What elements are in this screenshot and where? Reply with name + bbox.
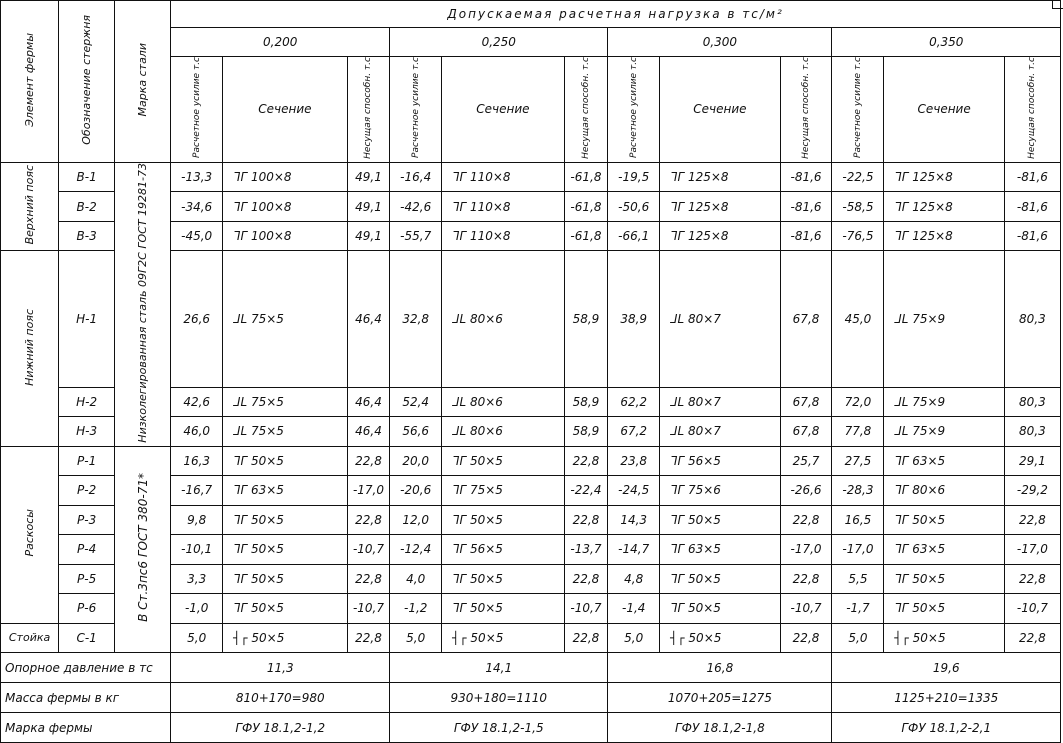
- section-cell: ᒣᒥ 56×5: [442, 535, 565, 565]
- capacity-cell: 46,4: [347, 417, 390, 447]
- section-cell: ᒣᒥ 63×5: [223, 476, 348, 506]
- capacity-cell: 67,8: [780, 387, 832, 417]
- section-cell: ᒧᒪ 75×9: [884, 251, 1004, 387]
- force-cell: 62,2: [608, 387, 660, 417]
- col-force-header: Расчетное усилие т.с: [390, 57, 442, 163]
- capacity-cell: -81,6: [1004, 192, 1060, 222]
- section-cell: ᒣᒥ 50×5: [442, 446, 565, 476]
- col-capacity-header: Несущая способн. т.с: [780, 57, 832, 163]
- section-cell: ᒣᒥ 125×8: [660, 192, 780, 222]
- section-cell: ᒣᒥ 50×5: [442, 594, 565, 624]
- capacity-cell: -10,7: [564, 594, 608, 624]
- force-cell: 52,4: [390, 387, 442, 417]
- capacity-cell: -81,6: [1004, 221, 1060, 251]
- force-cell: 14,3: [608, 505, 660, 535]
- section-cell: ᒣᒥ 100×8: [223, 192, 348, 222]
- section-cell: ᒧᒪ 80×7: [660, 387, 780, 417]
- section-cell: ᒧᒪ 80×6: [442, 387, 565, 417]
- capacity-cell: -26,6: [780, 476, 832, 506]
- section-cell: ᒣᒥ 75×5: [442, 476, 565, 506]
- table-row: [1, 162, 1061, 192]
- footer-label: Опорное давление в тс: [1, 653, 171, 683]
- section-cell: ᒣᒥ 50×5: [884, 594, 1004, 624]
- section-cell: ┤┌ 50×5: [660, 623, 780, 653]
- force-cell: 4,8: [608, 564, 660, 594]
- capacity-cell: 58,9: [564, 417, 608, 447]
- capacity-cell: 22,8: [564, 505, 608, 535]
- force-cell: 4,0: [390, 564, 442, 594]
- capacity-cell: 58,9: [564, 251, 608, 387]
- member-id: Р-2: [59, 476, 115, 506]
- capacity-cell: 22,8: [780, 564, 832, 594]
- load-2: 0,300: [608, 28, 832, 57]
- footer-value: 1070+205=1275: [608, 683, 832, 713]
- capacity-cell: 49,1: [347, 162, 390, 192]
- capacity-cell: 80,3: [1004, 251, 1060, 387]
- section-cell: ᒧᒪ 75×9: [884, 387, 1004, 417]
- force-cell: 42,6: [171, 387, 223, 417]
- footer-row: [1, 683, 1061, 713]
- capacity-cell: 22,8: [1004, 505, 1060, 535]
- capacity-cell: 22,8: [564, 564, 608, 594]
- section-cell: ᒣᒥ 125×8: [660, 221, 780, 251]
- capacity-cell: -81,6: [780, 221, 832, 251]
- force-cell: -1,2: [390, 594, 442, 624]
- force-cell: -24,5: [608, 476, 660, 506]
- capacity-cell: 22,8: [1004, 564, 1060, 594]
- member-id: В-2: [59, 192, 115, 222]
- force-cell: -34,6: [171, 192, 223, 222]
- capacity-cell: -10,7: [347, 535, 390, 565]
- capacity-cell: 67,8: [780, 251, 832, 387]
- load-0: 0,200: [171, 28, 390, 57]
- capacity-cell: 22,8: [347, 623, 390, 653]
- capacity-cell: 29,1: [1004, 446, 1060, 476]
- capacity-cell: 67,8: [780, 417, 832, 447]
- section-cell: ᒣᒥ 50×5: [660, 564, 780, 594]
- col-force-header: Расчетное усилие т.с: [608, 57, 660, 163]
- footer-value: ГФУ 18.1,2-1,5: [390, 713, 608, 743]
- capacity-cell: 46,4: [347, 251, 390, 387]
- force-cell: 5,0: [608, 623, 660, 653]
- group-top: Верхний пояс: [1, 162, 59, 251]
- capacity-cell: 58,9: [564, 387, 608, 417]
- force-cell: 67,2: [608, 417, 660, 447]
- member-id: Н-3: [59, 417, 115, 447]
- capacity-cell: -22,4: [564, 476, 608, 506]
- force-cell: 5,5: [832, 564, 884, 594]
- load-1: 0,250: [390, 28, 608, 57]
- footer-value: 14,1: [390, 653, 608, 683]
- force-cell: 20,0: [390, 446, 442, 476]
- section-cell: ᒧᒪ 75×9: [884, 417, 1004, 447]
- force-cell: -17,0: [832, 535, 884, 565]
- section-cell: ᒣᒥ 56×5: [660, 446, 780, 476]
- section-cell: ┤┌ 50×5: [223, 623, 348, 653]
- section-cell: ᒣᒥ 50×5: [223, 535, 348, 565]
- force-cell: -14,7: [608, 535, 660, 565]
- force-cell: -50,6: [608, 192, 660, 222]
- capacity-cell: -17,0: [780, 535, 832, 565]
- member-id: Р-3: [59, 505, 115, 535]
- force-cell: -16,7: [171, 476, 223, 506]
- force-cell: 16,5: [832, 505, 884, 535]
- force-cell: -76,5: [832, 221, 884, 251]
- footer-value: ГФУ 18.1,2-2,1: [832, 713, 1061, 743]
- load-3: 0,350: [832, 28, 1061, 57]
- section-cell: ᒣᒥ 125×8: [660, 162, 780, 192]
- force-cell: -55,7: [390, 221, 442, 251]
- force-cell: 5,0: [171, 623, 223, 653]
- section-cell: ᒧᒪ 75×5: [223, 251, 348, 387]
- capacity-cell: -81,6: [780, 192, 832, 222]
- footer-value: 11,3: [171, 653, 390, 683]
- section-cell: ᒣᒥ 125×8: [884, 162, 1004, 192]
- section-cell: ᒣᒥ 100×8: [223, 162, 348, 192]
- section-cell: ᒣᒥ 50×5: [223, 594, 348, 624]
- section-cell: ᒣᒥ 125×8: [884, 192, 1004, 222]
- force-cell: 72,0: [832, 387, 884, 417]
- force-cell: 46,0: [171, 417, 223, 447]
- capacity-cell: -13,7: [564, 535, 608, 565]
- force-cell: -13,3: [171, 162, 223, 192]
- section-cell: ᒣᒥ 63×5: [884, 535, 1004, 565]
- section-cell: ᒣᒥ 50×5: [223, 564, 348, 594]
- section-cell: ᒣᒥ 50×5: [660, 505, 780, 535]
- force-cell: -12,4: [390, 535, 442, 565]
- footer-row: [1, 653, 1061, 683]
- capacity-cell: -10,7: [1004, 594, 1060, 624]
- section-cell: ᒣᒥ 110×8: [442, 162, 565, 192]
- capacity-cell: 22,8: [347, 446, 390, 476]
- capacity-cell: -61,8: [564, 221, 608, 251]
- footer-label: Марка фермы: [1, 713, 171, 743]
- corner-mark: [1052, 0, 1063, 9]
- steel-carbon: В Ст.3пс6 ГОСТ 380-71*: [115, 446, 171, 653]
- group-bottom: Нижний пояс: [1, 251, 59, 446]
- capacity-cell: 46,4: [347, 387, 390, 417]
- capacity-cell: 22,8: [564, 623, 608, 653]
- footer-value: ГФУ 18.1,2-1,2: [171, 713, 390, 743]
- section-cell: ᒣᒥ 110×8: [442, 221, 565, 251]
- section-cell: ᒣᒥ 50×5: [223, 446, 348, 476]
- footer-value: 930+180=1110: [390, 683, 608, 713]
- section-cell: ᒧᒪ 80×6: [442, 417, 565, 447]
- force-cell: 56,6: [390, 417, 442, 447]
- section-cell: ᒣᒥ 50×5: [442, 564, 565, 594]
- section-cell: ┤┌ 50×5: [442, 623, 565, 653]
- force-cell: -66,1: [608, 221, 660, 251]
- capacity-cell: -10,7: [347, 594, 390, 624]
- force-cell: 45,0: [832, 251, 884, 387]
- header-element: Элемент фермы: [1, 1, 59, 163]
- force-cell: -20,6: [390, 476, 442, 506]
- table-row: [1, 446, 1061, 476]
- force-cell: 5,0: [832, 623, 884, 653]
- capacity-cell: 22,8: [347, 564, 390, 594]
- header-designation: Обозначение стержня: [59, 1, 115, 163]
- force-cell: 3,3: [171, 564, 223, 594]
- force-cell: -22,5: [832, 162, 884, 192]
- section-cell: ᒣᒥ 80×6: [884, 476, 1004, 506]
- section-cell: ᒣᒥ 110×8: [442, 192, 565, 222]
- member-id: Р-4: [59, 535, 115, 565]
- capacity-cell: 22,8: [780, 623, 832, 653]
- col-force-header: Расчетное усилие т.с: [832, 57, 884, 163]
- header-grade: Марка стали: [115, 1, 171, 163]
- member-id: Р-1: [59, 446, 115, 476]
- capacity-cell: -10,7: [780, 594, 832, 624]
- force-cell: 16,3: [171, 446, 223, 476]
- member-id: Н-2: [59, 387, 115, 417]
- force-cell: 77,8: [832, 417, 884, 447]
- force-cell: -42,6: [390, 192, 442, 222]
- capacity-cell: -17,0: [1004, 535, 1060, 565]
- col-capacity-header: Несущая способн. т.с: [564, 57, 608, 163]
- force-cell: 26,6: [171, 251, 223, 387]
- section-cell: ᒣᒥ 50×5: [660, 594, 780, 624]
- col-force-header: Расчетное усилие т.с: [171, 57, 223, 163]
- footer-value: 16,8: [608, 653, 832, 683]
- force-cell: -1,0: [171, 594, 223, 624]
- section-cell: ᒣᒥ 125×8: [884, 221, 1004, 251]
- capacity-cell: 22,8: [1004, 623, 1060, 653]
- footer-row: [1, 713, 1061, 743]
- section-cell: ┤┌ 50×5: [884, 623, 1004, 653]
- section-cell: ᒣᒥ 50×5: [884, 505, 1004, 535]
- group-braces: Раскосы: [1, 446, 59, 623]
- force-cell: 9,8: [171, 505, 223, 535]
- group-post: Стойка: [1, 623, 59, 653]
- force-cell: -1,7: [832, 594, 884, 624]
- capacity-cell: 49,1: [347, 221, 390, 251]
- section-cell: ᒣᒥ 50×5: [442, 505, 565, 535]
- col-section-header: Сечение: [884, 57, 1004, 163]
- col-section-header: Сечение: [660, 57, 780, 163]
- load-title: Допускаемая расчетная нагрузка в тс/м²: [171, 1, 1061, 28]
- force-cell: 27,5: [832, 446, 884, 476]
- footer-value: 19,6: [832, 653, 1061, 683]
- footer-value: ГФУ 18.1,2-1,8: [608, 713, 832, 743]
- capacity-cell: -81,6: [1004, 162, 1060, 192]
- force-cell: 38,9: [608, 251, 660, 387]
- capacity-cell: -61,8: [564, 162, 608, 192]
- force-cell: -58,5: [832, 192, 884, 222]
- section-cell: ᒣᒥ 50×5: [884, 564, 1004, 594]
- section-cell: ᒣᒥ 100×8: [223, 221, 348, 251]
- footer-value: 1125+210=1335: [832, 683, 1061, 713]
- capacity-cell: -29,2: [1004, 476, 1060, 506]
- col-capacity-header: Несущая способн. т.с: [1004, 57, 1060, 163]
- col-capacity-header: Несущая способн. т.с: [347, 57, 390, 163]
- member-id: Р-5: [59, 564, 115, 594]
- capacity-cell: 80,3: [1004, 387, 1060, 417]
- force-cell: -45,0: [171, 221, 223, 251]
- section-cell: ᒣᒥ 50×5: [223, 505, 348, 535]
- force-cell: -10,1: [171, 535, 223, 565]
- col-section-header: Сечение: [442, 57, 565, 163]
- section-cell: ᒧᒪ 80×7: [660, 417, 780, 447]
- capacity-cell: 22,8: [780, 505, 832, 535]
- col-section-header: Сечение: [223, 57, 348, 163]
- member-id: В-1: [59, 162, 115, 192]
- capacity-cell: 22,8: [564, 446, 608, 476]
- force-cell: 5,0: [390, 623, 442, 653]
- force-cell: -16,4: [390, 162, 442, 192]
- force-cell: 32,8: [390, 251, 442, 387]
- force-cell: 23,8: [608, 446, 660, 476]
- footer-label: Масса фермы в кг: [1, 683, 171, 713]
- section-cell: ᒧᒪ 75×5: [223, 387, 348, 417]
- member-id: В-3: [59, 221, 115, 251]
- section-cell: ᒧᒪ 80×6: [442, 251, 565, 387]
- capacity-cell: 80,3: [1004, 417, 1060, 447]
- section-cell: ᒣᒥ 63×5: [884, 446, 1004, 476]
- capacity-cell: 22,8: [347, 505, 390, 535]
- capacity-cell: 49,1: [347, 192, 390, 222]
- section-cell: ᒣᒥ 63×5: [660, 535, 780, 565]
- force-cell: -28,3: [832, 476, 884, 506]
- section-cell: ᒧᒪ 80×7: [660, 251, 780, 387]
- member-id: С-1: [59, 623, 115, 653]
- member-id: Н-1: [59, 251, 115, 387]
- force-cell: -19,5: [608, 162, 660, 192]
- force-cell: -1,4: [608, 594, 660, 624]
- section-cell: ᒧᒪ 75×5: [223, 417, 348, 447]
- capacity-cell: 25,7: [780, 446, 832, 476]
- capacity-cell: -61,8: [564, 192, 608, 222]
- section-cell: ᒣᒥ 75×6: [660, 476, 780, 506]
- footer-value: 810+170=980: [171, 683, 390, 713]
- capacity-cell: -17,0: [347, 476, 390, 506]
- steel-low-alloy: Низколегированная сталь 09Г2С ГОСТ 19281-73: [115, 162, 171, 446]
- member-id: Р-6: [59, 594, 115, 624]
- force-cell: 12,0: [390, 505, 442, 535]
- capacity-cell: -81,6: [780, 162, 832, 192]
